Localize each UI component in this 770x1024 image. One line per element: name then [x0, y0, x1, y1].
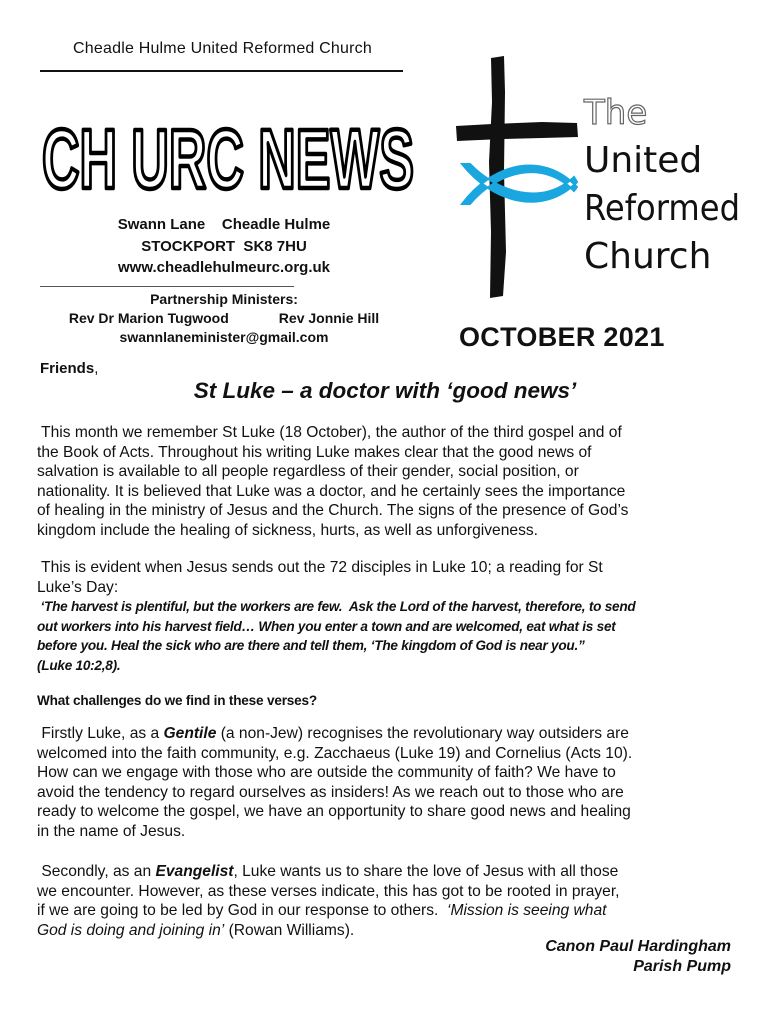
quote-line: ‘The harvest is plentiful, but the workers are few. Ask the Lord of the harvest, therefore, to send [37, 599, 636, 614]
urc-logo [452, 52, 752, 302]
minister-1: Rev Dr Marion Tugwood [68, 310, 229, 326]
address-town: STOCKPORT SK8 7HU [141, 237, 307, 255]
text-line: we encounter. However, as these verses indicate, this has got to be rooted in prayer, [37, 882, 620, 900]
ministers-block [28, 290, 420, 347]
text-line: avoid the tendency to regard ourselves as insiders! As we reach out to those who are [37, 783, 624, 801]
issue-date: OCTOBER 2021 [459, 322, 665, 352]
author-source: Parish Pump [633, 958, 731, 975]
text-line: welcomed into the faith community, e.g. Zacchaeus (Luke 19) and Cornelius (Acts 10). [37, 744, 633, 762]
website-link[interactable]: www.cheadlehulmeurc.org.uk [118, 259, 330, 276]
greeting-word: Friends [40, 360, 95, 377]
masthead-text: CH URC NEWS [42, 112, 414, 206]
paragraph-4 [37, 862, 737, 940]
quote-span: God is doing and joining in’ [37, 921, 225, 939]
text-line: kingdom include the healing of sickness, hurts, as well as unforgiveness. [37, 521, 539, 539]
greeting [40, 360, 98, 377]
quote-line: before you. Heal the sick who are there and tell them, ‘The kingdom of God is near you.” [37, 638, 585, 654]
text-line: salvation is available to all people regardless of their gender, social position, or [37, 463, 579, 481]
scripture-quote [37, 597, 737, 676]
greeting-punct: , [94, 360, 99, 377]
address-street: Swann Lane Cheadle Hulme [117, 216, 331, 233]
paragraph-3 [37, 724, 737, 842]
text-span: if we are going to be led by God in our response to others. [37, 902, 448, 920]
address-block [40, 214, 408, 279]
quote-span: ‘Mission is seeing what [447, 902, 607, 920]
text-line: Luke’s Day: [37, 578, 119, 596]
address-rule [40, 286, 294, 287]
text-line: This month we remember St Luke (18 October), the author of the third gospel and of [37, 424, 622, 441]
logo-church: Church [584, 236, 712, 277]
paragraph-2 [37, 558, 737, 597]
text-line: the Book of Acts. Throughout his writing Luke makes clear that the good news of [37, 443, 592, 461]
quote-line: out workers into his harvest field… When you enter a town and are welcomed, eat what is set [37, 618, 616, 634]
text-span: Firstly Luke, as a [37, 725, 164, 742]
minister-2: Rev Jonnie Hill [278, 310, 380, 326]
challenge-heading: What challenges do we find in these verses? [37, 693, 317, 708]
text-span: (Rowan Williams). [224, 921, 355, 939]
text-line: of healing in the ministry of Jesus and the Church. The signs of the presence of God’s [37, 502, 629, 520]
author-name: Canon Paul Hardingham [545, 938, 731, 955]
logo-the: The [584, 93, 648, 133]
church-name: Cheadle Hulme United Reformed Church [73, 40, 372, 57]
text-line: nationality. It is believed that Luke was a doctor, and he certainly sees the importance [37, 482, 626, 500]
fish-icon [462, 164, 577, 204]
email-link[interactable]: swannlaneminister@gmail.com [119, 329, 329, 345]
masthead-title [38, 80, 418, 210]
text-span: Secondly, as an [37, 863, 156, 880]
paragraph-1 [37, 423, 737, 541]
text-line: This is evident when Jesus sends out the 72 disciples in Luke 10; a reading for St [37, 559, 603, 576]
logo-reformed: Reformed [584, 188, 740, 229]
article-title: St Luke – a doctor with ‘good news’ [193, 378, 577, 403]
ministers-label: Partnership Ministers: [150, 291, 298, 307]
text-line [37, 862, 737, 882]
text-span: , Luke wants us to share the love of Jesus with all those [233, 863, 619, 880]
text-line [37, 901, 737, 921]
quote-line: (Luke 10:2,8). [37, 658, 121, 674]
logo-united: United [584, 140, 703, 181]
emphasis-evangelist: Evangelist [155, 863, 234, 880]
text-span: (a non-Jew) recognises the revolutionary way outsiders are [216, 725, 629, 742]
text-line: in the name of Jesus. [37, 822, 186, 840]
emphasis-gentile: Gentile [163, 725, 217, 742]
header-rule [40, 70, 403, 72]
text-line [37, 724, 737, 744]
ministers-names [28, 309, 420, 328]
text-line: ready to welcome the gospel, we have an opportunity to share good news and healing [37, 803, 631, 821]
text-line: How can we engage with those who are outside the community of faith? We have to [37, 764, 616, 782]
